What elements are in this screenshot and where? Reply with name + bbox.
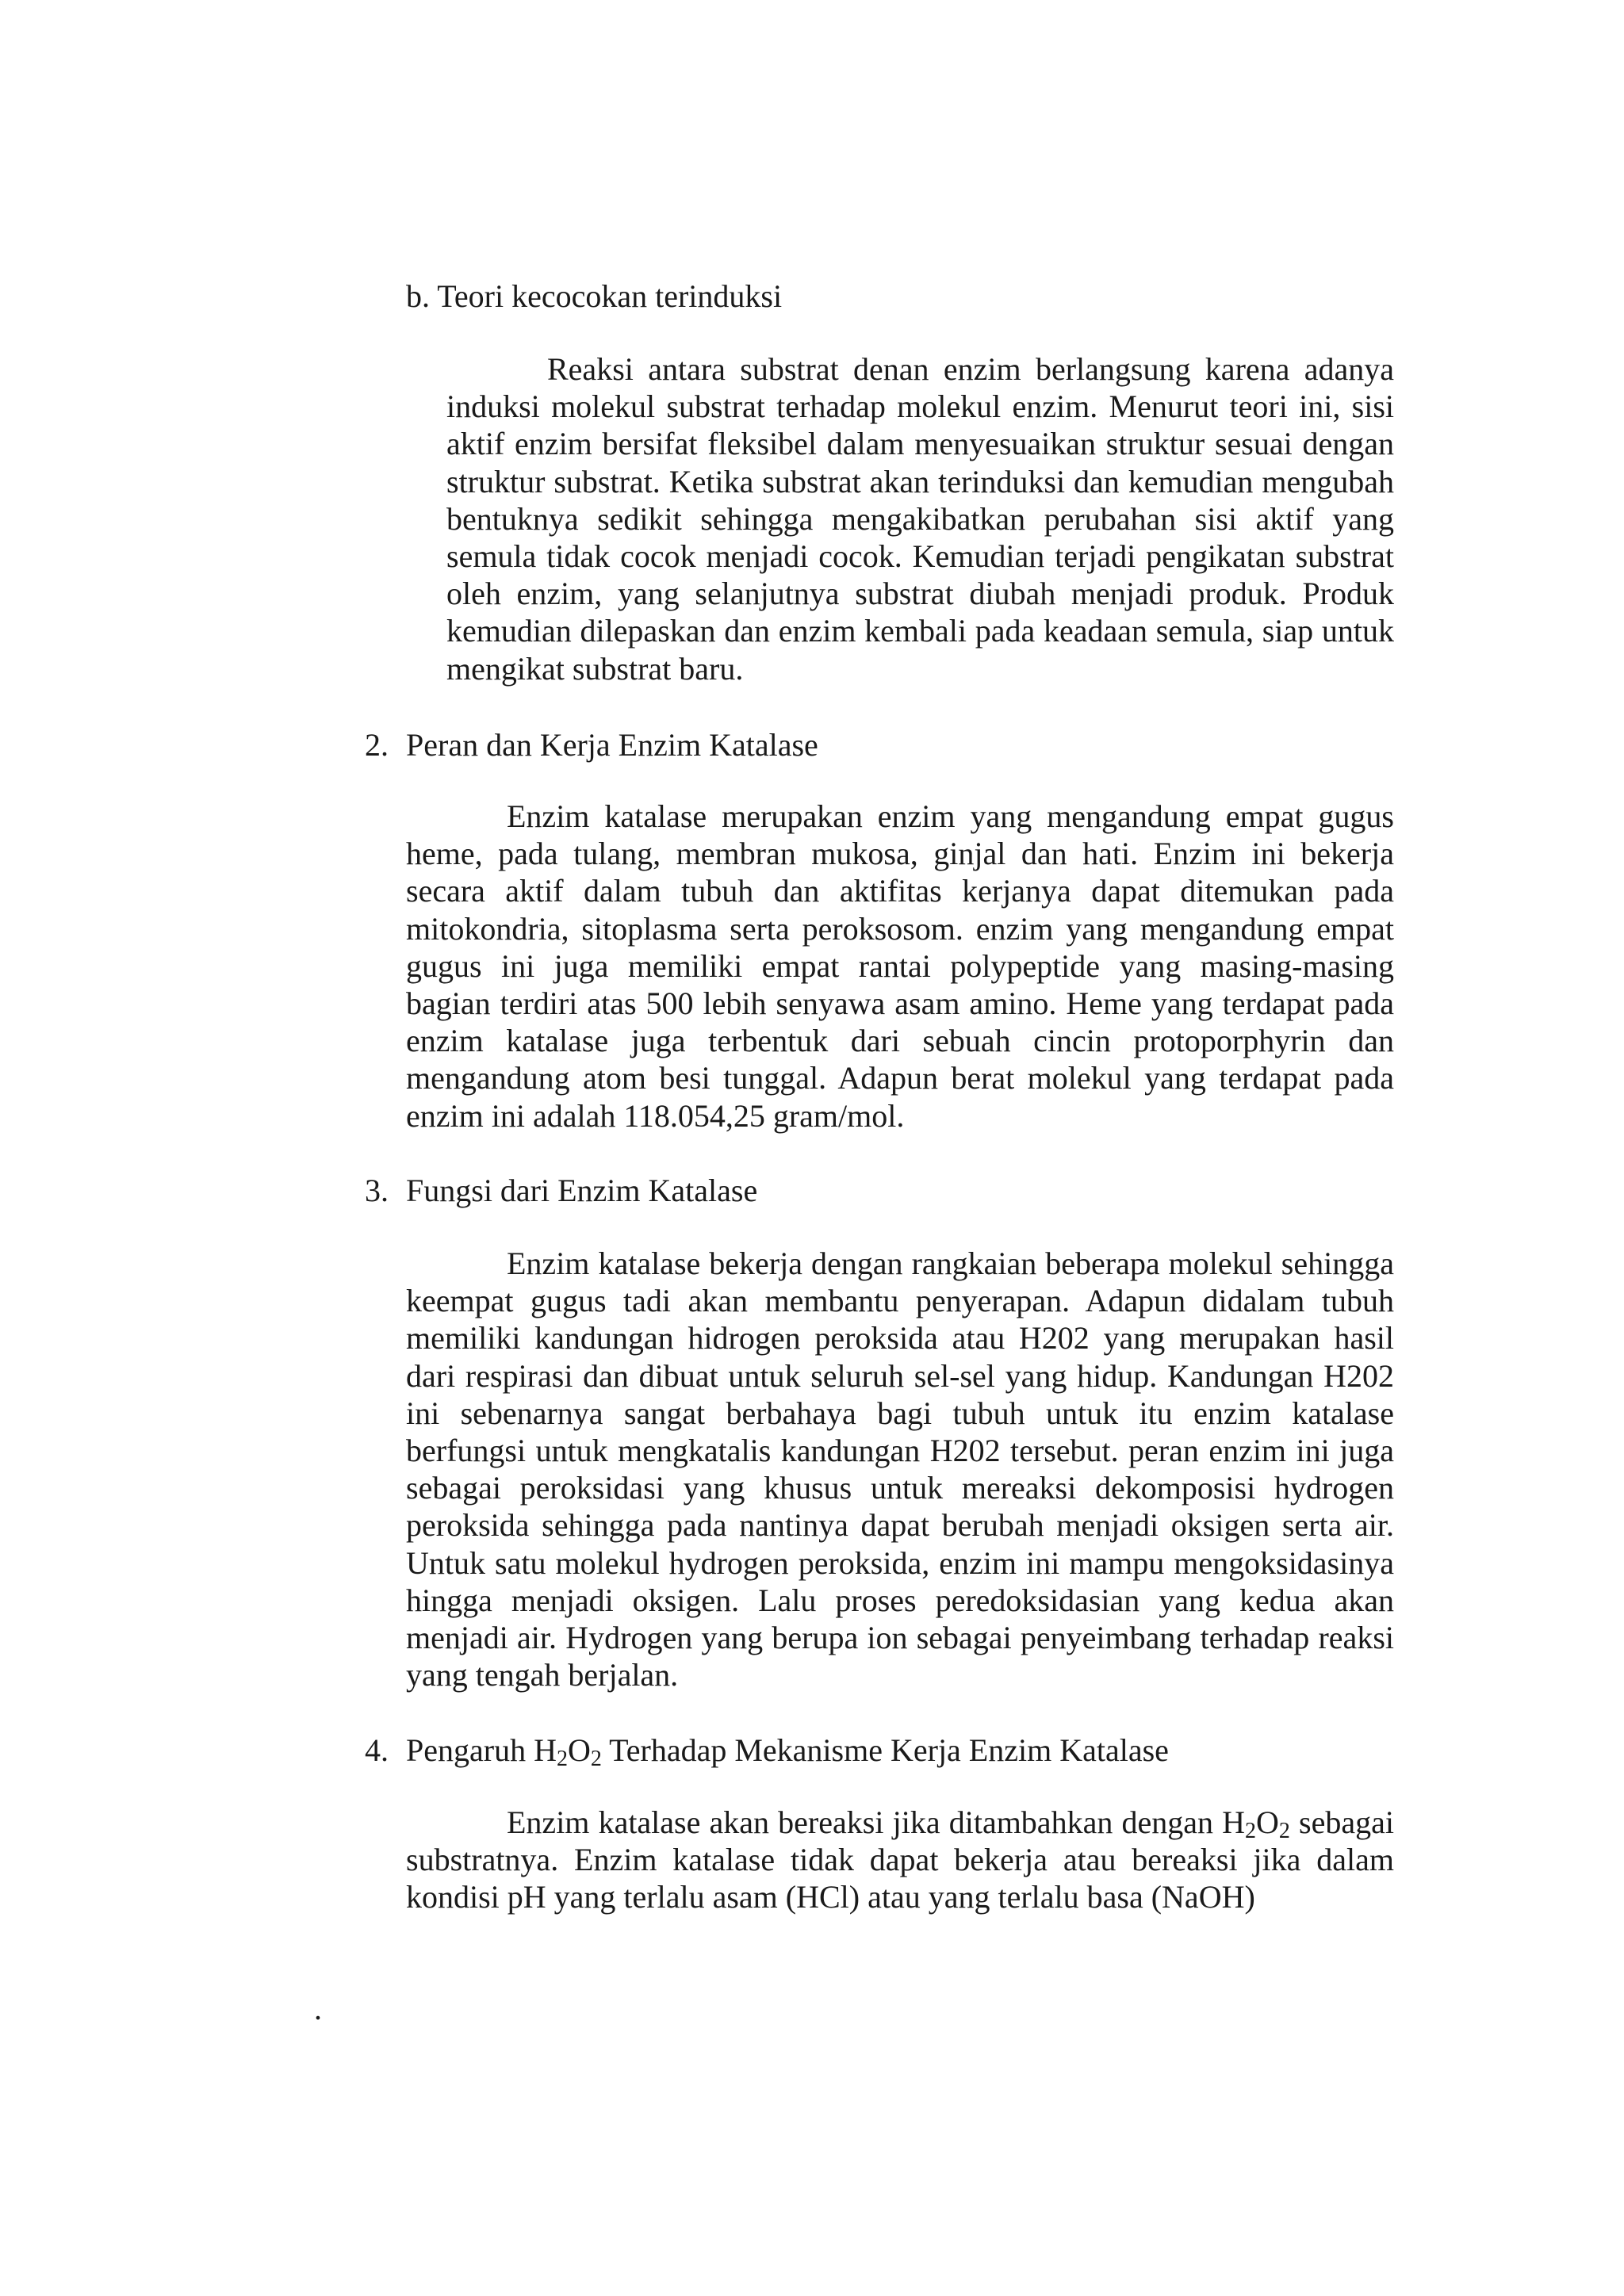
section-2-paragraph: Enzim katalase merupakan enzim yang mengandung empat gugus heme, pada tulang, membran mukosa, ginjal dan hati. Enzim ini bekerja secara aktif dalam tubuh dan aktifitas kerjanya dapat ditemukan pada mitokondria, sitoplasma serta peroksosom. enzim yang mengandung empat gugus ini juga memiliki empat rantai polypeptide yang masing-masing bagian terdiri atas 500 lebih senyawa asam amino. Heme yang terdapat pada enzim katalase juga terbentuk dari sebuah cincin protoporphyrin dan mengandung atom besi tunggal. Adapun berat molekul yang terdapat pada enzim ini adalah 118.054,25 gram/mol. [406, 798, 1394, 1134]
section-4-heading-mid: O [567, 1732, 591, 1768]
section-4-paragraph [406, 1804, 1394, 1916]
section-4-para-pre: Enzim katalase akan bereaksi jika ditambahkan dengan H [507, 1804, 1246, 1840]
section-b-heading: b. Teori kecocokan terinduksi [406, 278, 783, 314]
section-b-paragraph: Reaksi antara substrat denan enzim berlangsung karena adanya induksi molekul substrat terhadap molekul enzim. Menurut teori ini, sisi aktif enzim bersifat fleksibel dalam menyesuaikan struktur sesuai dengan struktur substrat. Ketika substrat akan terinduksi dan kemudian mengubah bentuknya sedikit sehingga mengakibatkan perubahan sisi aktif yang semula tidak cocok menjadi cocok. Kemudian terjadi pengikatan substrat oleh enzim, yang selanjutnya substrat diubah menjadi produk. Produk kemudian dilepaskan dan enzim kembali pada keadaan semula, siap untuk mengikat substrat baru. [446, 351, 1394, 687]
section-2-heading: Peran dan Kerja Enzim Katalase [406, 727, 818, 763]
section-4-number: 4. [365, 1732, 389, 1768]
section-4-para-post: sebagai substratnya. Enzim katalase tidak dapat bekerja atau bereaksi jika dalam kondisi pH yang terlalu asam (HCl) atau yang terlalu basa (NaOH) [406, 1804, 1394, 1915]
section-4-para-sub-b: 2 [1278, 1819, 1290, 1843]
footer-mark: . [314, 1991, 322, 2026]
section-4-para-mid: O [1256, 1804, 1279, 1840]
section-4-heading-pre: Pengaruh H [406, 1732, 557, 1768]
section-2-number: 2. [365, 727, 389, 763]
section-3-paragraph: Enzim katalase bekerja dengan rangkaian beberapa molekul sehingga keempat gugus tadi akan membantu penyerapan. Adapun didalam tubuh memiliki kandungan hidrogen peroksida atau H202 yang merupakan hasil dari respirasi dan dibuat untuk seluruh sel-sel yang hidup. Kandungan H202 ini sebenarnya sangat berbahaya bagi tubuh untuk itu enzim katalase berfungsi untuk mengkatalis kandungan H202 tersebut. peran enzim ini juga sebagai peroksidasi yang khusus untuk mereaksi dekomposisi hydrogen peroksida sehingga pada nantinya dapat berubah menjadi oksigen serta air. Untuk satu molekul hydrogen peroksida, enzim ini mampu mengoksidasinya hingga menjadi oksigen. Lalu proses peredoksidasian yang kedua akan menjadi air. Hydrogen yang berupa ion sebagai penyeimbang terhadap reaksi yang tengah berjalan. [406, 1246, 1394, 1693]
section-3-heading: Fungsi dari Enzim Katalase [406, 1173, 758, 1208]
section-4-heading-sub-b: 2 [590, 1747, 602, 1771]
section-4-heading-post: Terhadap Mekanisme Kerja Enzim Katalase [601, 1732, 1169, 1768]
section-4-heading [406, 1732, 1169, 1770]
section-3-number: 3. [365, 1173, 389, 1208]
section-4-heading-sub-a: 2 [556, 1747, 568, 1771]
section-4-para-sub-a: 2 [1245, 1819, 1257, 1843]
